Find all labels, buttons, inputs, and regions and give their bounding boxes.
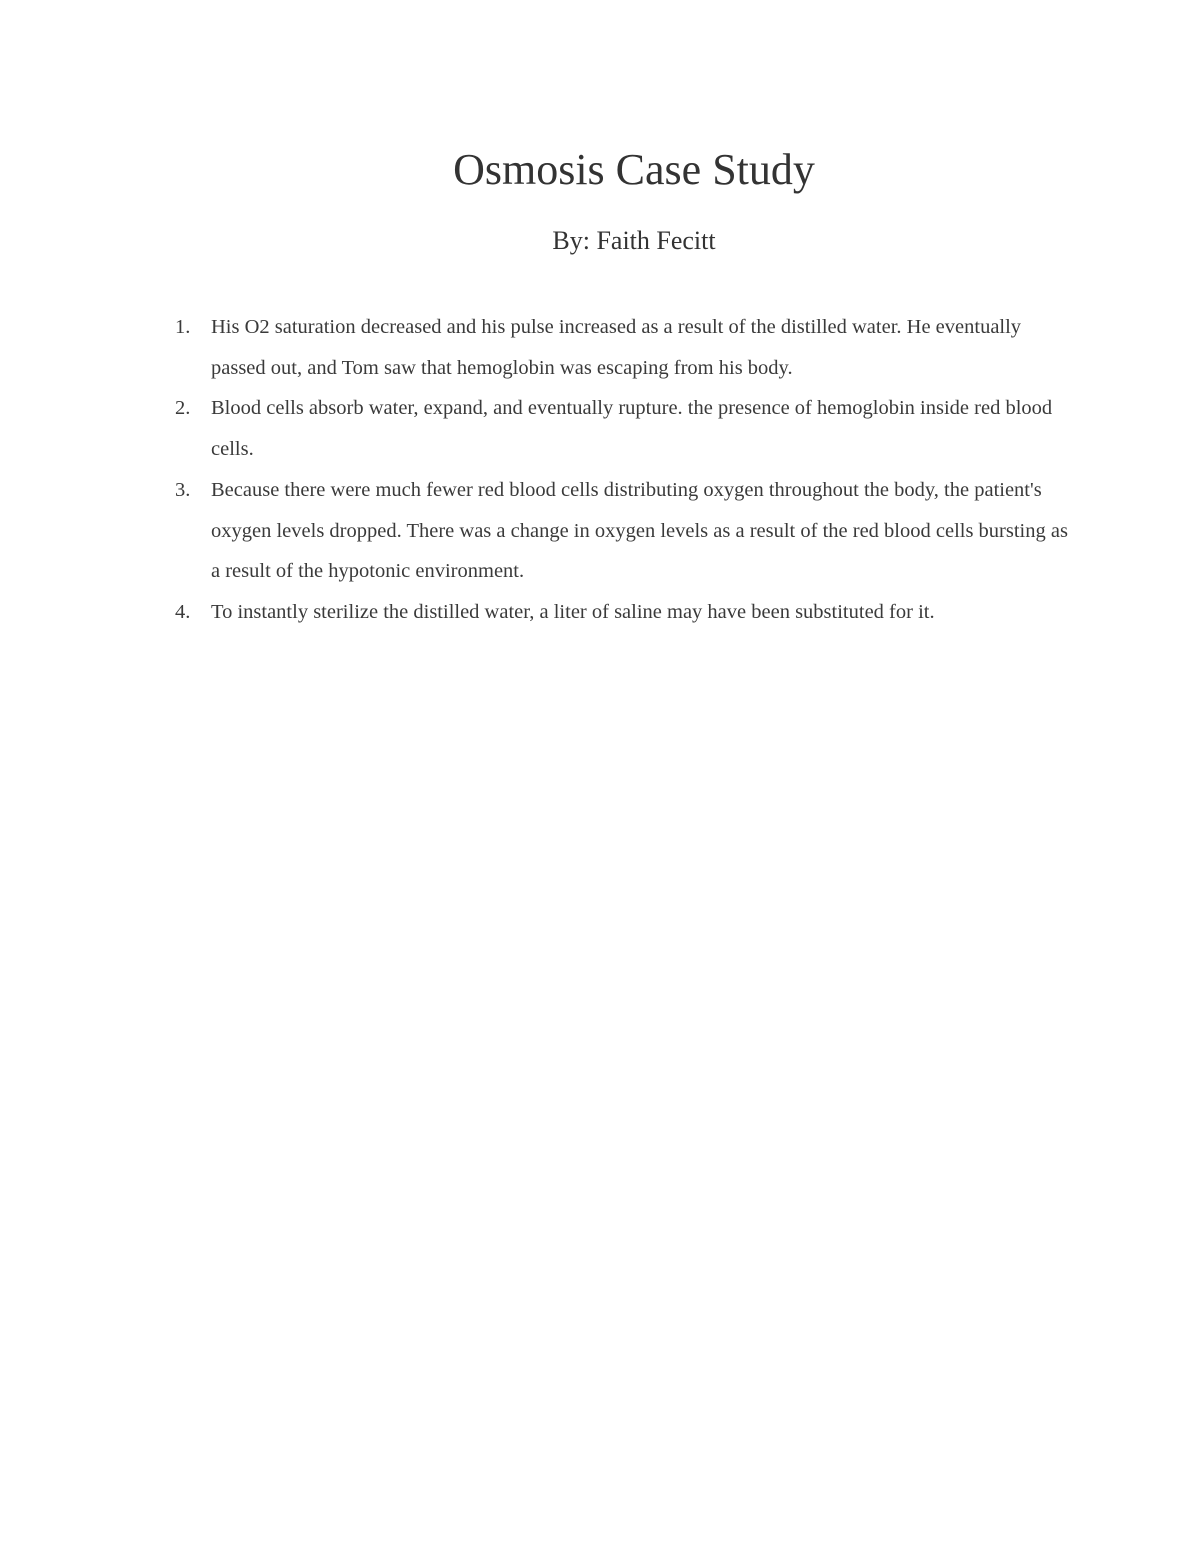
list-item-text: His O2 saturation decreased and his pulse increased as a result of the distilled water. He eventually passed out, and Tom saw that hemoglobin was escaping from his body. — [211, 316, 1022, 379]
list-item-number: 4. — [175, 600, 191, 623]
list-item — [172, 592, 1072, 633]
list-item-number: 3. — [175, 478, 191, 501]
list-item — [172, 388, 1072, 469]
list-item-text: Blood cells absorb water, expand, and eventually rupture. the presence of hemoglobin inside red blood cells. — [211, 397, 1053, 461]
document-title: Osmosis Case Study — [453, 145, 815, 194]
answer-list — [172, 307, 1072, 633]
list-item — [172, 307, 1072, 388]
list-item-number: 2. — [175, 397, 191, 420]
list-item-text: Because there were much fewer red blood cells distributing oxygen throughout the body, the patient's oxygen levels dropped. There was a change in oxygen levels as a result of the red blood cells bursting as a result of the hypotonic environment. — [211, 478, 1068, 583]
author-byline: By: Faith Fecitt — [552, 226, 716, 255]
list-item-text: To instantly sterilize the distilled water, a liter of saline may have been substituted for it. — [211, 600, 935, 623]
list-item-number: 1. — [175, 316, 191, 338]
list-item — [172, 470, 1072, 592]
